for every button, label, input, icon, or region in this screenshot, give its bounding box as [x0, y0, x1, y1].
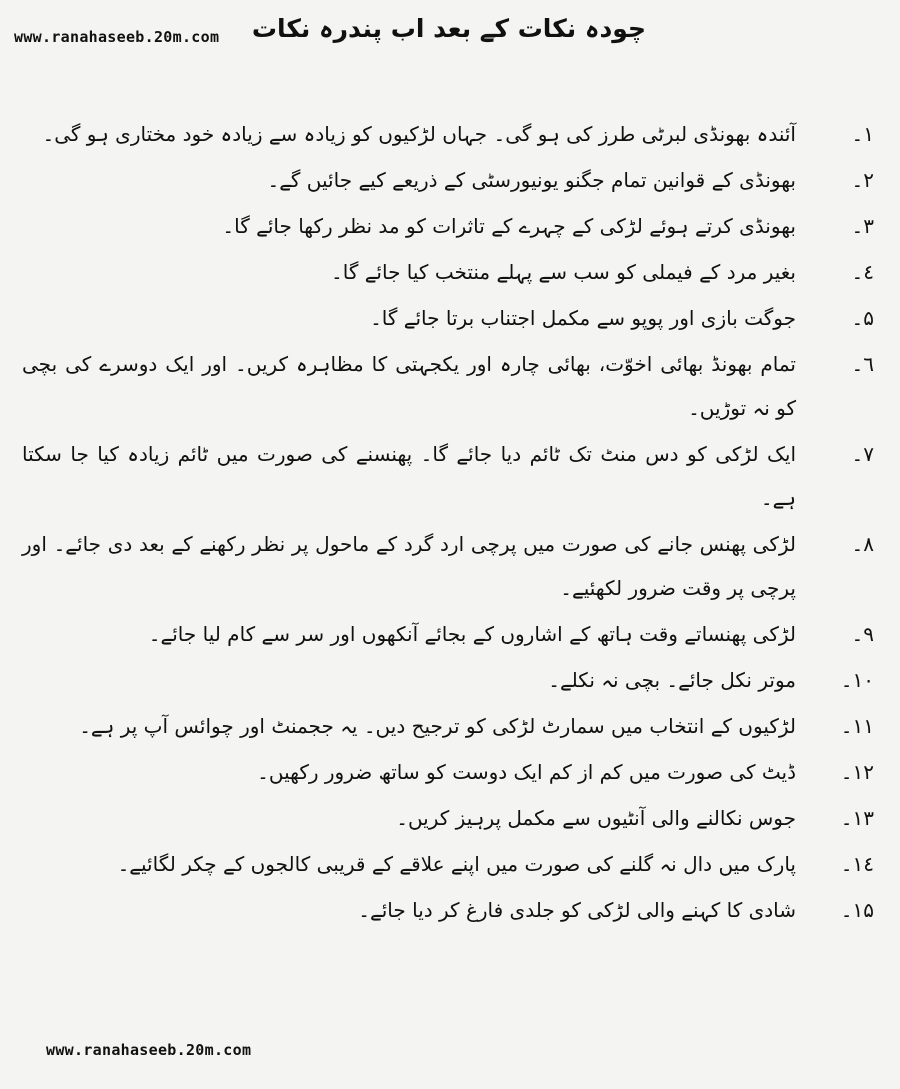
- list-item: [22, 750, 880, 794]
- item-number: ٦۔: [851, 352, 874, 376]
- list-item: [22, 612, 880, 656]
- page-title: چودہ نکات کے بعد اب پندرہ نکات: [251, 14, 646, 43]
- website-watermark-bottom: www.ranahaseeb.20m.com: [46, 1041, 252, 1059]
- list-item: [22, 888, 880, 932]
- item-text: موتر نکل جائے۔ بچی نہ نکلے۔: [548, 668, 796, 692]
- list-item: [22, 842, 880, 886]
- list-item: [22, 796, 880, 840]
- list-item: [22, 704, 880, 748]
- item-text: جوگت بازی اور پوپو سے مکمل اجتناب برتا جائے گا۔: [370, 306, 796, 330]
- item-number: ۱٤۔: [840, 852, 874, 876]
- item-text: لڑکی پھنساتے وقت ہاتھ کے اشاروں کے بجائے آنکھوں اور سر سے کام لیا جائے۔: [148, 622, 796, 646]
- item-text: شادی کا کہنے والی لڑکی کو جلدی فارغ کر دیا جائے۔: [358, 898, 796, 922]
- item-number: ۱۔: [851, 122, 874, 146]
- item-text: ڈیٹ کی صورت میں کم از کم ایک دوست کو ساتھ ضرور رکھیں۔: [257, 760, 796, 784]
- item-text: لڑکیوں کے انتخاب میں سمارٹ لڑکی کو ترجیح دیں۔ یہ ججمنٹ اور چوائس آپ پر ہے۔: [79, 714, 796, 738]
- list-item: [22, 112, 880, 156]
- website-watermark-top: www.ranahaseeb.20m.com: [14, 28, 220, 46]
- list-item: [22, 296, 880, 340]
- list-item: [22, 658, 880, 702]
- item-text: آئندہ بھونڈی لبرٹی طرز کی ہو گی۔ جہاں لڑکیوں کو زیادہ سے زیادہ خود مختاری ہو گی۔: [42, 122, 796, 146]
- item-number: ۸۔: [851, 532, 874, 556]
- list-item: [22, 522, 880, 610]
- points-list: [22, 112, 880, 934]
- item-text: ایک لڑکی کو دس منٹ تک ٹائم دیا جائے گا۔ پھنسنے کی صورت میں ٹائم زیادہ کیا جا سکتا ہے۔: [22, 442, 796, 510]
- item-number: ۱۰۔: [840, 668, 874, 692]
- list-item: [22, 158, 880, 202]
- item-text: لڑکی پھنس جانے کی صورت میں پرچی ارد گرد کے ماحول پر نظر رکھنے کے بعد دی جائے۔ اور پرچی پر وقت ضرور لکھئیے۔: [22, 532, 796, 600]
- item-number: ۵۔: [851, 306, 874, 330]
- list-item: [22, 432, 880, 520]
- list-item: [22, 250, 880, 294]
- list-item: [22, 342, 880, 430]
- item-number: ۹۔: [851, 622, 874, 646]
- item-text: بھونڈی کرتے ہوئے لڑکی کے چہرے کے تاثرات کو مد نظر رکھا جائے گا۔: [222, 214, 796, 238]
- item-text: تمام بھونڈ بھائی اخوّت، بھائی چارہ اور یکجہتی کا مظاہرہ کریں۔ اور ایک دوسرے کی بچی کو نہ توڑیں۔: [22, 352, 796, 420]
- item-number: ۳۔: [851, 214, 874, 238]
- item-number: ۱۳۔: [840, 806, 874, 830]
- item-number: ٤۔: [851, 260, 874, 284]
- item-text: بھونڈی کے قوانین تمام جگنو یونیورسٹی کے ذریعے کیے جائیں گے۔: [267, 168, 796, 192]
- item-number: ۱۱۔: [840, 714, 874, 738]
- item-number: ۲۔: [851, 168, 874, 192]
- list-item: [22, 204, 880, 248]
- item-number: ۷۔: [851, 442, 874, 466]
- item-number: ۱۲۔: [840, 760, 874, 784]
- item-number: ۱۵۔: [840, 898, 874, 922]
- item-text: بغیر مرد کے فیملی کو سب سے پہلے منتخب کیا جائے گا۔: [331, 260, 796, 284]
- item-text: پارک میں دال نہ گلنے کی صورت میں اپنے علاقے کے قریبی کالجوں کے چکر لگائیے۔: [117, 852, 796, 876]
- item-text: جوس نکالنے والی آنٹیوں سے مکمل پرہیز کریں۔: [396, 806, 796, 830]
